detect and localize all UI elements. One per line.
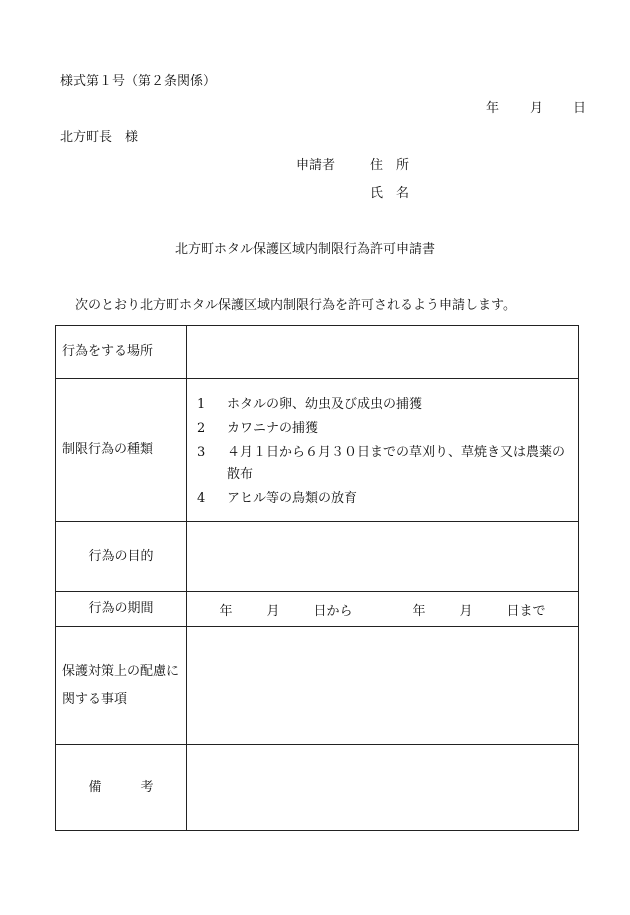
remarks-row	[56, 745, 579, 831]
date-day-label: 日	[573, 101, 587, 116]
addressee: 北方町長 様	[60, 130, 139, 145]
document-title: 北方町ホタル保護区域内制限行為許可申請書	[175, 242, 436, 257]
kind-item	[191, 442, 574, 486]
address-label: 住 所	[370, 158, 410, 173]
kinds-row	[56, 379, 579, 522]
date-month-label: 月	[530, 101, 544, 116]
protection-label: 保護対策上の配慮に関する事項	[56, 627, 187, 745]
kind-text: カワニナの捕獲	[227, 421, 319, 436]
kind-item	[191, 394, 574, 416]
kind-item	[191, 418, 574, 440]
purpose-row	[56, 522, 579, 592]
remarks-label: 備 考	[56, 745, 187, 831]
period-label: 行為の期間	[56, 592, 187, 627]
purpose-field[interactable]	[187, 522, 579, 592]
kind-text: ４月１日から６月３０日までの草刈り、草焼き又は農薬の散布	[227, 445, 566, 482]
remarks-field[interactable]	[187, 745, 579, 831]
period-row	[56, 592, 579, 627]
kind-number: 2	[197, 421, 206, 436]
kind-number: 1	[197, 397, 206, 412]
kind-number: 3	[197, 445, 206, 460]
period-to-month: 月	[459, 603, 473, 619]
intro-text: 次のとおり北方町ホタル保護区域内制限行為を許可されるよう申請します。	[75, 298, 516, 313]
place-row	[56, 326, 579, 379]
period-to-year: 年	[412, 603, 426, 619]
kinds-label: 制限行為の種類	[56, 379, 187, 522]
application-form-table	[55, 325, 579, 831]
kinds-list	[187, 386, 578, 514]
period-from-year: 年	[219, 603, 233, 619]
purpose-label: 行為の目的	[56, 522, 187, 592]
kind-item	[191, 488, 574, 510]
period-from-day: 日から	[313, 603, 353, 619]
kind-number: 4	[197, 491, 206, 506]
period-from-month: 月	[266, 603, 280, 619]
kinds-cell	[187, 379, 579, 522]
protection-row	[56, 627, 579, 745]
date-year-label: 年	[486, 101, 500, 116]
form-number: 様式第１号（第２条関係）	[60, 74, 217, 89]
period-cell[interactable]	[187, 592, 579, 627]
period-fields	[187, 600, 578, 619]
place-label: 行為をする場所	[56, 326, 187, 379]
place-field[interactable]	[187, 326, 579, 379]
period-to-day: 日まで	[506, 603, 546, 619]
kind-text: ホタルの卵、幼虫及び成虫の捕獲	[227, 397, 423, 412]
applicant-label: 申請者	[296, 158, 336, 173]
kind-text: アヒル等の鳥類の放育	[227, 491, 358, 506]
protection-field[interactable]	[187, 627, 579, 745]
name-label: 氏 名	[370, 186, 410, 201]
